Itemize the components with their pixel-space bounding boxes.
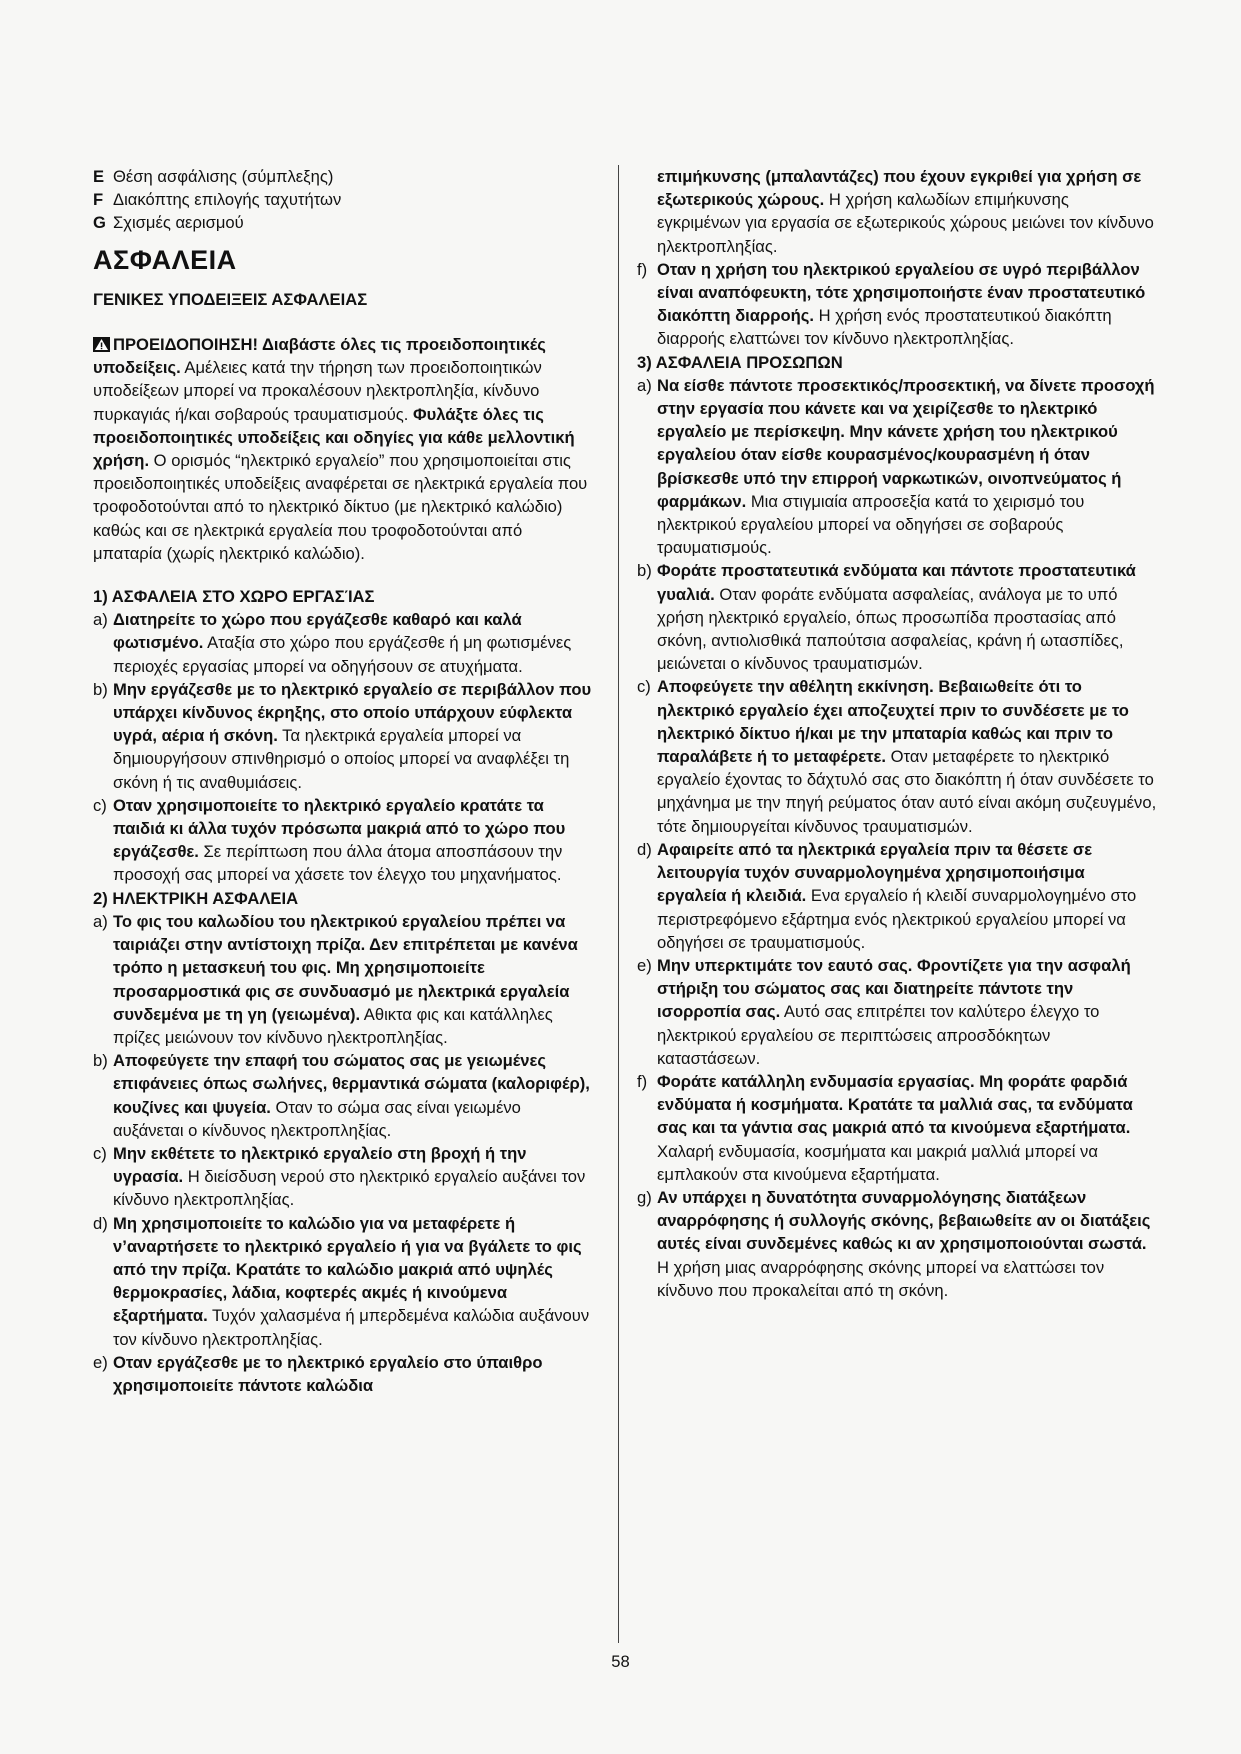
item-text: [657, 675, 1157, 837]
item-text: [113, 1212, 593, 1351]
item-body: Η διείσδυση νερού στο ηλεκτρικό εργαλείο αυξάνει τον κίνδυνο ηλεκτροπληξίας.: [113, 1167, 586, 1210]
item-text: [657, 559, 1157, 675]
list-item: [637, 954, 1157, 1070]
item-text: [113, 910, 593, 1049]
item-text: [113, 1351, 593, 1397]
item-text: [657, 838, 1157, 954]
part-letter: F: [93, 190, 104, 210]
item-body: Τυχόν χαλασμένα ή μπερδεμένα καλώδια αυξάνουν τον κίνδυνο ηλεκτροπληξίας.: [113, 1306, 590, 1349]
item-label: a): [93, 610, 108, 630]
work-area-title: 1) ΑΣΦΑΛΕΙΑ ΣΤΟ ΧΩΡΟ ΕΡΓΑΣΊΑΣ: [93, 587, 375, 607]
item-bold: Διατηρείτε το χώρο που εργάζεσθε καθαρό και καλά φωτισμένο.: [113, 610, 522, 653]
item-body: Οταν το σώμα σας είναι γειωμένο αυξάνεται ο κίνδυνος ηλεκτροπληξίας.: [113, 1097, 521, 1140]
item-bold: Φοράτε κατάλληλη ενδυμασία εργασίας. Μη φοράτε φαρδιά ενδύματα ή κοσμήματα. Κρατάτε τα μαλλιά σας, τα ενδύματα σας και τα γάντια σας μακριά από τα κινούμενα εξαρτήματα.: [657, 1071, 1133, 1138]
list-item: [93, 1049, 593, 1142]
item-text: [113, 608, 593, 678]
item-bold: Οταν εργάζεσθε με το ηλεκτρικό εργαλείο στο ύπαιθρο χρησιμοποιείτε πάντοτε καλώδια: [113, 1352, 543, 1395]
list-item: [93, 1351, 593, 1397]
general-safety-title: ΓΕΝΙΚΕΣ ΥΠΟΔΕΙΞΕΙΣ ΑΣΦΑΛΕΙΑΣ: [93, 289, 368, 309]
list-item: [93, 1142, 593, 1212]
right-column: [637, 165, 1157, 1302]
intro-bold-2: Φυλάξτε όλες τις προειδοποιητικές υποδείξεις και οδηγίες για κάθε μελλοντική χρήση.: [93, 404, 575, 471]
item-body: Αθικτα φις και κατάλληλες πρίζες μειώνουν τον κίνδυνο ηλεκτροπληξίας.: [113, 1004, 553, 1047]
left-column: [93, 165, 593, 1397]
part-letter: G: [93, 213, 106, 233]
list-item: [93, 608, 593, 678]
item-label: b): [93, 679, 108, 699]
item-label: c): [93, 795, 107, 815]
personal-safety-title: 3) ΑΣΦΑΛΕΙΑ ΠΡΟΣΩΠΩΝ: [637, 352, 843, 372]
part-row: [93, 165, 593, 188]
intro-bold-1: ΠΡΟΕΙΔΟΠΟΙΗΣΗ! Διαβάστε όλες τις προειδοποιητικές υποδείξεις.: [93, 335, 546, 378]
item-label: a): [93, 911, 108, 931]
item-body: Η χρήση ενός προστατευτικού διακόπτη διαρροής ελαττώνει τον κίνδυνο ηλεκτροπληξίας.: [657, 306, 1112, 349]
item-bold: Αποφεύγετε την επαφή του σώματος σας με γειωμένες επιφάνειες όπως σωλήνες, θερμαντικά σώματα (καλοριφέρ), κουζίνες και ψυγεία.: [113, 1051, 590, 1117]
item-label: b): [93, 1051, 108, 1071]
item-label: e): [93, 1352, 108, 1372]
item-text: [113, 678, 593, 794]
item-label: f): [637, 1071, 648, 1091]
list-item: [637, 1070, 1157, 1186]
list-item: [637, 374, 1157, 560]
item-label: a): [637, 375, 652, 395]
intro-text-1: Αμέλειες κατά την τήρηση των προειδοποιητικών υποδείξεων μπορεί να προκαλέσουν ηλεκτροπληξία, κίνδυνο πυρκαγιάς ή/και σοβαρούς τραυματισμούς.: [93, 358, 542, 424]
item-body: Αταξία στο χώρο που εργάζεσθε ή μη φωτισμένες περιοχές εργασίας μπορεί να οδηγήσουν σε ατυχήματα.: [113, 633, 572, 676]
item-label: g): [637, 1187, 652, 1207]
item-bold: επιμήκυνσης (μπαλαντάζες) που έχουν εγκριθεί για χρήση σε εξωτερικούς χώρους.: [657, 167, 1142, 210]
item-bold: Αν υπάρχει η δυνατότητα συναρμολόγησης διατάξεων αναρρόφησης ή συλλογής σκόνης, βεβαιωθείτε αν οι διατάξεις αυτές είναι συνδεμένες καθώς κι αν χρησιμοποιούνται σωστά.: [657, 1187, 1151, 1254]
item-body: Ενα εργαλείο ή κλειδί συναρμολογημένο στο περιστρεφόμενο εξάρτημα ενός ηλεκτρικού εργαλείου μπορεί να οδηγήσει σε τραυματισμούς.: [657, 886, 1137, 952]
item-text: [657, 1070, 1157, 1186]
continued-item-text: [637, 165, 1157, 258]
section-title: ΑΣΦΑΛΕΙΑ: [93, 244, 237, 275]
item-label: d): [93, 1213, 108, 1233]
list-item: [93, 678, 593, 794]
item-text: [113, 1142, 593, 1212]
item-bold: Οταν χρησιμοποιείτε το ηλεκτρικό εργαλείο κρατάτε τα παιδιά κι άλλα τυχόν πρόσωπα μακριά από το χώρο που εργάζεσθε.: [113, 795, 566, 862]
item-label: c): [637, 677, 651, 697]
item-label: e): [637, 955, 652, 975]
warning-triangle-icon: [93, 337, 110, 352]
item-bold: Μην εκθέτετε το ηλεκτρικό εργαλείο στη βροχή ή την υγρασία.: [113, 1143, 527, 1187]
list-item: [93, 1212, 593, 1351]
item-bold: Μη χρησιμοποιείτε το καλώδιο για να μεταφέρετε ή ν’αναρτήσετε το ηλεκτρικό εργαλείο ή για να βγάλετε το φις από την πρίζα. Κρατάτε το καλώδιο μακριά από υψηλές θερμοκρασίες, λάδια, κοφτερές ακμές ή κινούμενα εξαρτήματα.: [113, 1213, 582, 1326]
electrical-safety-title: 2) ΗΛΕΚΤΡΙΚΗ ΑΣΦΑΛΕΙΑ: [93, 888, 299, 908]
page-number: 58: [611, 1652, 630, 1671]
item-body: Οταν φοράτε ενδύματα ασφαλείας, ανάλογα με το υπό χρήση ηλεκτρικό εργαλείο, όπως προσωπίδα προστασίας από σκόνη, αντιολισθικά παπούτσια ασφαλείας, κράνη ή ωτασπίδες, μειώνεται ο κίνδυνος τραυματισμών.: [657, 584, 1124, 674]
parts-list: [93, 165, 593, 235]
item-bold: Να είσθε πάντοτε προσεκτικός/προσεκτική, να δίνετε προσοχή στην εργασία που κάνετε και να χειρίζεσθε το ηλεκτρικό εργαλείο με περίσκεψη. Μην κάνετε χρήση του ηλεκτρικού εργαλείου όταν είσθε κουρασμένος/κουρασμένη ή όταν βρίσκεσθε υπό την επιρροή ναρκωτικών, οινοπνεύματος ή φαρμάκων.: [657, 375, 1155, 511]
part-letter: E: [93, 167, 105, 186]
column-divider: [618, 165, 619, 1643]
item-bold: Μην υπερκτιμάτε τον εαυτό σας. Φροντίζετε για την ασφαλή στήριξη του σώματος σας και διατηρείτε πάντοτε την ισορροπία σας.: [657, 955, 1131, 1022]
item-text: [657, 954, 1157, 1070]
item-bold: Μην εργάζεσθε με το ηλεκτρικό εργαλείο σε περιβάλλον που υπάρχει κίνδυνος έκρηξης, στο οποίο υπάρχουν εύφλεκτα υγρά, αέρια ή σκόνη.: [113, 679, 592, 746]
part-text: Θέση ασφάλισης (σύμπλεξης): [113, 167, 334, 186]
part-text: Διακόπτης επιλογής ταχυτήτων: [113, 190, 342, 210]
list-item: [637, 675, 1157, 837]
list-item: [93, 910, 593, 1049]
item-body: Μια στιγμιαία απροσεξία κατά το χειρισμό του ηλεκτρικού εργαλείου μπορεί να οδηγήσει σε σοβαρούς τραυματισμούς.: [657, 491, 1085, 558]
item-label: c): [93, 1143, 107, 1163]
list-item: [637, 258, 1157, 351]
item-body: Χαλαρή ενδυμασία, κοσμήματα και μακριά μαλλιά μπορεί να εμπλακούν στα κινούμενα εξαρτήματα.: [657, 1141, 1098, 1184]
item-bold: Το φις του καλωδίου του ηλεκτρικού εργαλείου πρέπει να ταιριάζει στην αντίστοιχη πρίζα. Δεν επιτρέπεται με κανένα τρόπο η μετασκευή του φις. Μη χρησιμοποιείτε προσαρμοστικά φις σε συνδυασμό με ηλεκτρικά εργαλεία συνδεμένα με τη γη (γειωμένα).: [113, 911, 578, 1024]
item-bold: Αποφεύγετε την αθέλητη εκκίνηση. Βεβαιωθείτε ότι το ηλεκτρικό εργαλείο έχει αποζευχτεί πριν το συνδέσετε με το ηλεκτρικό δίκτυο ή/και με την μπαταρία καθώς και πριν το παραλάβετε ή το μεταφέρετε.: [657, 677, 1129, 767]
item-body: Οταν μεταφέρετε το ηλεκτρικό εργαλείο έχοντας το δάχτυλό σας στο διακόπτη ή όταν συνδέσετε το μηχάνημα με την πηγή ρεύματος όταν αυτό είναι ακόμη συζευγμένο, τότε δημιουργείται κίνδυνος τραυματισμών.: [657, 747, 1157, 836]
item-body: Η χρήση μιας αναρρόφησης σκόνης μπορεί να ελαττώσει τον κίνδυνο που προκαλείται από τη σκόνη.: [657, 1257, 1105, 1300]
item-bold: Οταν η χρήση του ηλεκτρικού εργαλείου σε υγρό περιβάλλον είναι αναπόφευκτη, τότε χρησιμοποιήστε έναν προστατευτικό διακόπτη διαρροής.: [657, 259, 1146, 326]
part-row: [93, 211, 593, 234]
item-text: [657, 374, 1157, 560]
item-label: b): [637, 561, 652, 581]
list-item: [637, 1186, 1157, 1302]
item-text: [657, 1186, 1157, 1302]
list-item: [93, 794, 593, 887]
item-body: Αυτό σας επιτρέπει τον καλύτερο έλεγχο το ηλεκτρικού εργαλείου σε περιπτώσεις απροσδόκητων καταστάσεων.: [657, 1002, 1100, 1068]
item-text: [113, 1049, 593, 1142]
item-bold: Φοράτε προστατευτικά ενδύματα και πάντοτε προστατευτικά γυαλιά.: [657, 561, 1136, 604]
item-body: Τα ηλεκτρικά εργαλεία μπορεί να δημιουργήσουν σπινθηρισμό ο οποίος μπορεί να αναφλέξει τη σκόνη ή τις αναθυμιάσεις.: [113, 726, 570, 792]
item-bold: Αφαιρείτε από τα ηλεκτρικά εργαλεία πριν τα θέσετε σε λειτουργία τυχόν συναρμολογημένα χρησιμοποιήσιμα εργαλεία ή κλειδιά.: [657, 839, 1093, 906]
safety-intro: [93, 333, 593, 565]
list-item: [637, 559, 1157, 675]
item-label: f): [637, 259, 648, 279]
part-text: Σχισμές αερισμού: [113, 213, 244, 233]
item-text: [657, 258, 1157, 351]
item-text: [113, 794, 593, 887]
item-body: Η χρήση καλωδίων επιμήκυνσης εγκριμένων για εργασία σε εξωτερικούς χώρους μειώνει τον κίνδυνο ηλεκτροπληξίας.: [657, 190, 1154, 256]
intro-text-2: Ο ορισμός “ηλεκτρικό εργαλείο” που χρησιμοποιείται στις προειδοποιητικές υποδείξεις αναφέρεται σε ηλεκτρικά εργαλεία που τροφοδοτούνται από το ηλεκτρικό δίκτυο (με ηλεκτρικό καλώδιο) καθώς και σε ηλεκτρικά εργαλεία που τροφοδοτούνται από μπαταρία (χωρίς ηλεκτρικό καλώδιο).: [93, 451, 588, 563]
part-row: [93, 188, 593, 211]
list-item: [637, 838, 1157, 954]
item-label: d): [637, 839, 652, 859]
item-body: Σε περίπτωση που άλλα άτομα αποσπάσουν την προσοχή σας μπορεί να χάσετε τον έλεγχο του μηχανήματος.: [113, 842, 563, 885]
